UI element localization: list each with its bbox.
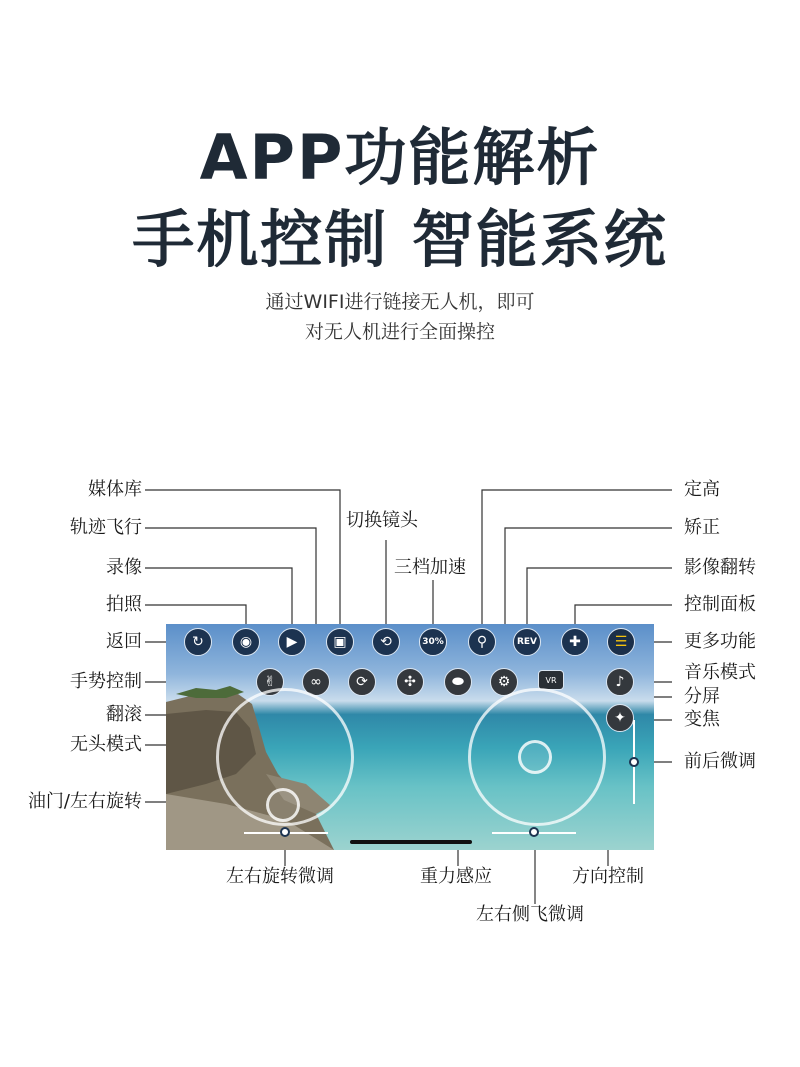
label-gesture-control: 手势控制 [70,671,142,692]
label-altitude-hold: 定高 [684,479,720,500]
label-record: 录像 [106,557,142,578]
drone-control-screen[interactable] [166,624,654,850]
calibrate-button[interactable] [513,628,541,656]
label-image-flip: 影像翻转 [684,557,756,578]
altitude-hold-button[interactable] [468,628,496,656]
rev-label: REV [516,636,538,647]
label-more-functions: 更多功能 [684,631,756,652]
music-note-icon: ♪ [615,674,625,690]
victory-hand-icon: ✌ [264,674,276,690]
label-split-screen: 分屏 [684,686,720,707]
flip-icon: ⟳ [356,674,368,690]
fore-aft-trim-handle[interactable] [629,757,639,767]
magic-wand-icon: ✦ [614,710,626,726]
camera-icon: ◉ [239,634,253,650]
switch-camera-icon: ⟲ [380,634,392,650]
record-button[interactable] [278,628,306,656]
back-arrow-icon: ↻ [192,634,204,650]
side-trim-handle[interactable] [529,827,539,837]
label-switch-lens: 切换镜头 [346,510,418,531]
altitude-hold-icon: ⚲ [476,634,488,650]
label-calibrate: 矫正 [684,517,720,538]
page-title: APP功能解析 [199,121,601,194]
zoom-button[interactable] [606,704,634,732]
label-headless-mode: 无头模式 [70,734,142,755]
label-fore-aft-trim: 前后微调 [684,751,756,772]
speed-button[interactable] [419,628,447,656]
music-mode-button[interactable] [606,668,634,696]
tilt-phone-icon: ⬬ [452,674,464,690]
label-back: 返回 [106,631,142,652]
label-media-library: 媒体库 [88,479,142,500]
photo-button[interactable] [232,628,260,656]
gravity-sensing-button[interactable] [444,668,472,696]
vr-label: VR [545,675,557,685]
label-track-flight: 轨迹飞行 [70,517,142,538]
label-roll: 翻滚 [106,704,142,725]
label-zoom: 变焦 [684,709,720,730]
gamepad-icon: ✚ [569,634,581,650]
menu-list-icon: ☰ [614,634,628,650]
description-line-2: 对无人机进行全面操控 [304,321,495,343]
gallery-icon: ▣ [333,634,347,650]
split-screen-button[interactable] [538,670,564,690]
back-button[interactable] [184,628,212,656]
label-control-panel: 控制面板 [684,594,756,615]
label-side-flight-trim: 左右侧飞微调 [476,904,584,925]
label-direction-control: 方向控制 [572,866,644,887]
infinity-icon: ∞ [310,674,322,690]
label-photo: 拍照 [106,594,142,615]
headless-mode-button[interactable] [396,668,424,696]
label-throttle: 油门/左右旋转 [27,791,142,812]
home-indicator [350,840,472,844]
label-music-mode: 音乐模式 [684,662,756,683]
media-library-button[interactable] [326,628,354,656]
label-gravity-sensing: 重力感应 [420,866,492,887]
gear-icon: ⚙ [497,674,511,690]
switch-lens-button[interactable] [372,628,400,656]
label-three-speed: 三档加速 [394,557,466,578]
description-line-1: 通过WIFI进行链接无人机，即可 [265,291,535,313]
speed-label: 30% [422,636,444,647]
roll-button[interactable] [348,668,376,696]
left-joystick-knob[interactable] [266,788,300,822]
video-icon: ▶ [286,634,298,650]
page-subtitle-heading: 手机控制 智能系统 [132,203,668,276]
right-joystick-knob[interactable] [518,740,552,774]
label-rotate-trim: 左右旋转微调 [226,866,334,887]
rotate-trim-handle[interactable] [280,827,290,837]
drone-icon: ✣ [404,674,416,690]
more-functions-button[interactable] [607,628,635,656]
control-panel-button[interactable] [561,628,589,656]
